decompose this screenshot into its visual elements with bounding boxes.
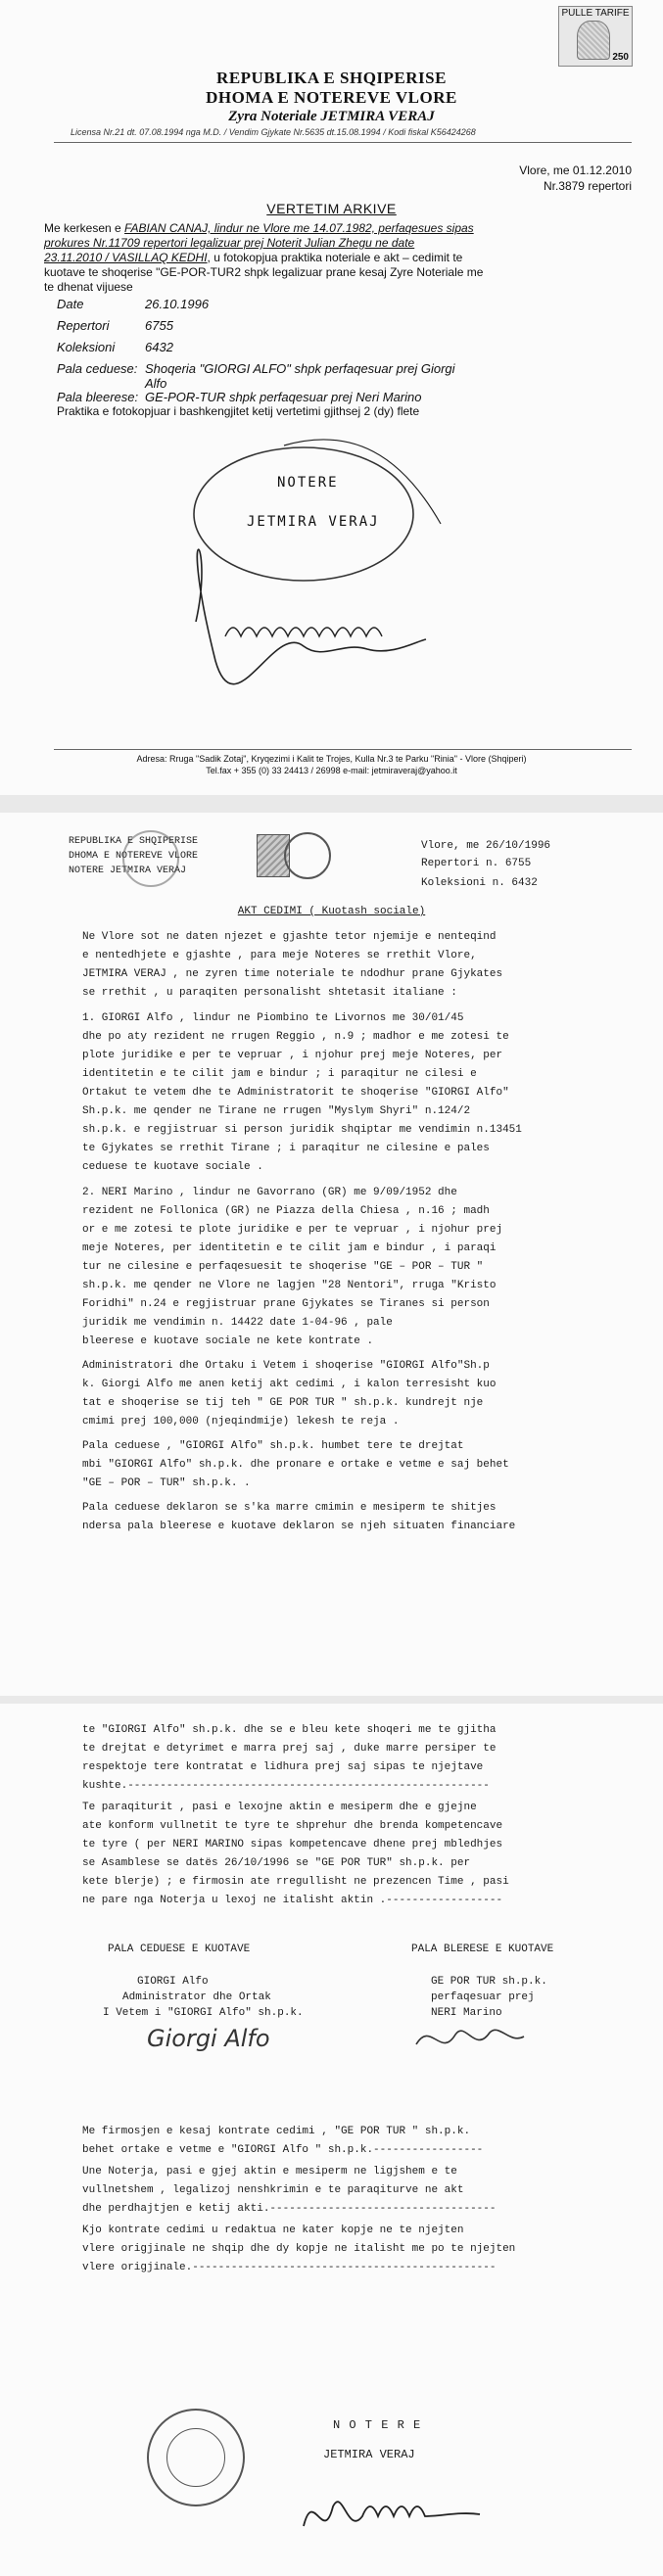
field-value: 6755: [145, 318, 173, 333]
deed-line: meje Noteres, per identitetin e te cilit jam e bindur , i paraqi: [82, 1242, 497, 1254]
seller-name: GIORGI Alfo: [137, 1976, 209, 1988]
deed-line: sh.p.k. e regjistruar si person juridik shqiptar me vendimin n.13451: [82, 1124, 522, 1136]
deed-line: plote juridike e per te vepruar , i njohur prej meje Noteres, per: [82, 1050, 503, 1061]
seal-line-name: JETMIRA VERAJ: [247, 514, 380, 530]
deed-line: k. Giorgi Alfo me anen ketij akt cedimi , i kalon terresisht kuo: [82, 1379, 497, 1390]
deed-line: Pala ceduese deklaron se s'ka marre cmimin e mesiperm te shitjes: [82, 1502, 497, 1514]
header-chamber: DHOMA E NOTEREVE VLORE: [206, 88, 457, 107]
deed-line: Ortakut te vetem dhe te Administratorit te shoqerise "GIORGI Alfo": [82, 1087, 509, 1099]
photocopy-note: Praktika e fotokopjuar i bashkengjitet ketij vertetimi gjithsej 2 (dy) flete: [57, 404, 420, 418]
deed-line: Sh.p.k. me qender ne Tirane ne rrugen "Myslym Shyri" n.124/2: [82, 1105, 471, 1117]
license-line: Licensa Nr.21 dt. 07.08.1994 nga M.D. / Vendim Gjykate Nr.5635 dt.15.08.1994 / Kodi fiskal K56424268: [71, 127, 476, 137]
deed-line: Me firmosjen e kesaj kontrate cedimi , "GE POR TUR " sh.p.k.: [82, 2126, 471, 2137]
tax-stamp-label: PULLE TARIFE: [561, 8, 630, 19]
deed-line: bleerese e kuotave sociale ne kete kontrate .: [82, 1335, 374, 1347]
deed-line: te drejtat e detyrimet e marra prej saj , duke marre persiper te: [82, 1743, 497, 1755]
field-label: Pala bleerese:: [57, 390, 139, 404]
deed-line: sh.p.k. me qender ne Vlore ne lagjen "28 Nentori", rruga "Kristo: [82, 1280, 497, 1291]
notary-title: N O T E R E: [333, 2418, 422, 2432]
deed-line: 2. NERI Marino , lindur ne Gavorrano (GR) me 9/09/1952 dhe: [82, 1187, 457, 1198]
footer-contact: Tel.fax + 355 (0) 33 24413 / 26998 e-mail: jetmiraveraj@yahoo.it: [206, 766, 457, 775]
deed-line: juridik me vendimin n. 14422 date 1-04-96 , pale: [82, 1317, 393, 1329]
buyer-name: GE POR TUR sh.p.k.: [431, 1976, 547, 1988]
tax-stamp: [558, 6, 633, 67]
seller-role-company: I Vetem i "GIORGI Alfo" sh.p.k.: [103, 2007, 304, 2019]
seller-signature: Giorgi Alfo: [147, 2025, 270, 2052]
deed-line: mbi "GIORGI Alfo" sh.p.k. dhe pronare e ortake e vetme e saj behet: [82, 1459, 509, 1471]
deed-page-1: [0, 813, 663, 1696]
deed-line: dhe po aty rezident ne rrugen Reggio , n.9 ; madhor e me zotesi te: [82, 1031, 509, 1043]
field-label: Date: [57, 297, 84, 311]
body-text: FABIAN CANAJ, lindur ne Vlore me 14.07.1982, perfaqesues sipas: [124, 221, 474, 235]
deed-line: se rrethit , u paraqiten personalisht shtetasit italiane :: [82, 987, 457, 999]
deed-line: ate konform vullnetit te tyre te shprehur dhe brenda kompetencave: [82, 1820, 503, 1832]
notary-seal-signature: [157, 416, 480, 729]
deed-line: Foridhi" n.24 e regjistruar prane Gjykates se Tiranes si person: [82, 1298, 490, 1310]
deed-line: ne pare nga Noterja u lexoj ne italisht aktin .------------------: [82, 1895, 503, 1906]
deed-line: rezident ne Follonica (GR) ne Piazza della Chiesa , n.16 ; madh: [82, 1205, 490, 1217]
deed-line: "GE – POR – TUR" sh.p.k. .: [82, 1477, 251, 1489]
notary-signature: [294, 2477, 490, 2555]
deed-line: JETMIRA VERAJ , ne zyren time noteriale te ndodhur prane Gjykates: [82, 968, 503, 980]
place-date: Vlore, me 01.12.2010: [519, 164, 632, 177]
header-republic: REPUBLIKA E SHQIPERISE: [216, 69, 447, 87]
repertory-number: Nr.3879 repertori: [543, 179, 632, 193]
deed-header-line: NOTERE JETMIRA VERAJ: [69, 866, 187, 876]
footer-address: Adresa: Rruga "Sadik Zotaj", Kryqezimi i Kalit te Trojes, Kulla Nr.3 te Parku "Rinia" - Vlore (Shqiperi): [136, 754, 527, 764]
seller-role: Administrator dhe Ortak: [122, 1991, 271, 2003]
deed-line: te "GIORGI Alfo" sh.p.k. dhe se e bleu kete shoqeri me te gjitha: [82, 1724, 497, 1736]
deed-header-line: DHOMA E NOTEREVE VLORE: [69, 851, 199, 862]
stamp-cancel-icon: [284, 832, 331, 879]
buyer-role: perfaqesuar prej: [431, 1991, 535, 2003]
deed-line: identitetin e te cilit jam e bindur ; i paraqitur ne cilesi e: [82, 1068, 477, 1080]
tax-stamp-value: 250: [612, 52, 629, 63]
field-value: 6432: [145, 340, 173, 354]
deed-page-2: [0, 1704, 663, 2576]
field-label: Koleksioni: [57, 340, 116, 354]
deed-repertory: Repertori n. 6755: [421, 858, 532, 869]
deed-line: cmimi prej 100,000 (njeqindmije) lekesh te reja .: [82, 1416, 400, 1428]
deed-line: ndersa pala bleerese e kuotave deklaron se njeh situaten financiare: [82, 1521, 516, 1532]
document-title: VERTETIM ARKIVE: [266, 201, 397, 216]
deed-line: Pala ceduese , "GIORGI Alfo" sh.p.k. humbet tere te drejtat: [82, 1440, 464, 1452]
buyer-block-title: PALA BLERESE E KUOTAVE: [411, 1944, 554, 1955]
deed-line: e nentedhjete e gjashte , para meje Noteres se rrethit Vlore,: [82, 950, 477, 961]
body-text: 23.11.2010 / VASILLAQ KEDHI: [44, 251, 208, 264]
footer-divider: [54, 749, 632, 750]
deed-line: vullnetshem , legalizoj nenshkrimin e te paraqiturve ne akt: [82, 2184, 464, 2196]
deed-line: Une Noterja, pasi e gjej aktin e mesiperm ne ligjshem e te: [82, 2166, 457, 2178]
deed-line: respektoje tere kontratat e lidhura prej saj sipas te njejtave: [82, 1761, 484, 1773]
header-divider: [54, 142, 632, 143]
deed-line: Te paraqiturit , pasi e lexojne aktin e mesiperm dhe e gjejne: [82, 1802, 477, 1813]
body-text: te dhenat vijuese: [44, 280, 133, 294]
deed-line: ceduese te kuotave sociale .: [82, 1161, 263, 1173]
field-label: Repertori: [57, 318, 110, 333]
seal-line-notary: NOTERE: [277, 475, 339, 491]
body-text: , u fotokopjua praktika noteriale e akt – cedimit te: [207, 251, 463, 264]
deed-line: Administratori dhe Ortaku i Vetem i shoqerise "GIORGI Alfo"Sh.p: [82, 1360, 490, 1372]
round-seal-icon: [122, 830, 179, 887]
deed-line: se Asamblese se datës 26/10/1996 se "GE POR TUR" sh.p.k. per: [82, 1857, 471, 1869]
field-value: Shoqeria "GIORGI ALFO" shpk perfaqesuar prej Giorgi Alfo: [145, 361, 455, 391]
deed-date: Vlore, me 26/10/1996: [421, 840, 551, 852]
deed-line: kete blerje) ; e firmosin ate rregullisht ne prezencen Time , pasi: [82, 1876, 509, 1888]
deed-collection: Koleksioni n. 6432: [421, 877, 538, 889]
deed-header-line: REPUBLIKA E SHQIPERISE: [69, 836, 199, 847]
deed-line: 1. GIORGI Alfo , lindur ne Piombino te Livornos me 30/01/45: [82, 1012, 464, 1024]
header-office: Zyra Noteriale JETMIRA VERAJ: [228, 109, 435, 124]
deed-line: or e me zotesi te plote juridike e per te vepruar , i njohur prej: [82, 1224, 503, 1236]
notary-round-seal-icon: [147, 2409, 245, 2506]
deed-line: vlere origjinale ne shqip dhe dy kopje ne italisht me po te njejten: [82, 2243, 516, 2255]
buyer-signature: [411, 2015, 529, 2064]
seller-block-title: PALA CEDUESE E KUOTAVE: [108, 1944, 251, 1955]
deed-line: behet ortake e vetme e "GIORGI Alfo " sh.p.k.-----------------: [82, 2144, 484, 2156]
body-text: Me kerkesen e: [44, 221, 125, 235]
field-value: GE-POR-TUR shpk perfaqesuar prej Neri Marino: [145, 390, 422, 404]
deed-title: AKT CEDIMI ( Kuotash sociale): [237, 906, 426, 917]
stamp-figure-icon: [577, 21, 610, 60]
deed-line: te tyre ( per NERI MARINO sipas kompetencave dhene prej mbledhjes: [82, 1839, 503, 1850]
deed-line: tat e shoqerise se tij teh " GE POR TUR " sh.p.k. kundrejt nje: [82, 1397, 484, 1409]
deed-line: tur ne cilesine e perfaqesuesit te shoqerise "GE – POR – TUR ": [82, 1261, 484, 1273]
buyer-representative: NERI Marino: [431, 2007, 502, 2019]
field-label: Pala ceduese:: [57, 361, 138, 376]
deed-line: vlere origjinale.-----------------------------------------------: [82, 2262, 497, 2273]
attestation-page: [0, 0, 663, 795]
deed-line: dhe perdhajtjen e ketij akti.-----------------------------------: [82, 2203, 497, 2215]
deed-line: kushte.--------------------------------------------------------: [82, 1780, 490, 1792]
attestation-body: [44, 221, 632, 295]
body-text: kuotave te shoqerise "GE-POR-TUR2 shpk legalizuar prane kesaj Zyre Noteriale me: [44, 265, 484, 279]
body-text: prokures Nr.11709 repertori legalizuar prej Noterit Julian Zhegu ne date: [44, 236, 415, 250]
notary-name: JETMIRA VERAJ: [323, 2448, 415, 2461]
field-value: 26.10.1996: [145, 297, 210, 311]
deed-line: te Gjykates se rrethit Tirane ; i paraqitur ne cilesine e pales: [82, 1143, 490, 1154]
deed-line: Ne Vlore sot ne daten njezet e gjashte tetor njemije e nenteqind: [82, 931, 497, 943]
deed-line: Kjo kontrate cedimi u redaktua ne kater kopje ne te njejten: [82, 2225, 464, 2236]
